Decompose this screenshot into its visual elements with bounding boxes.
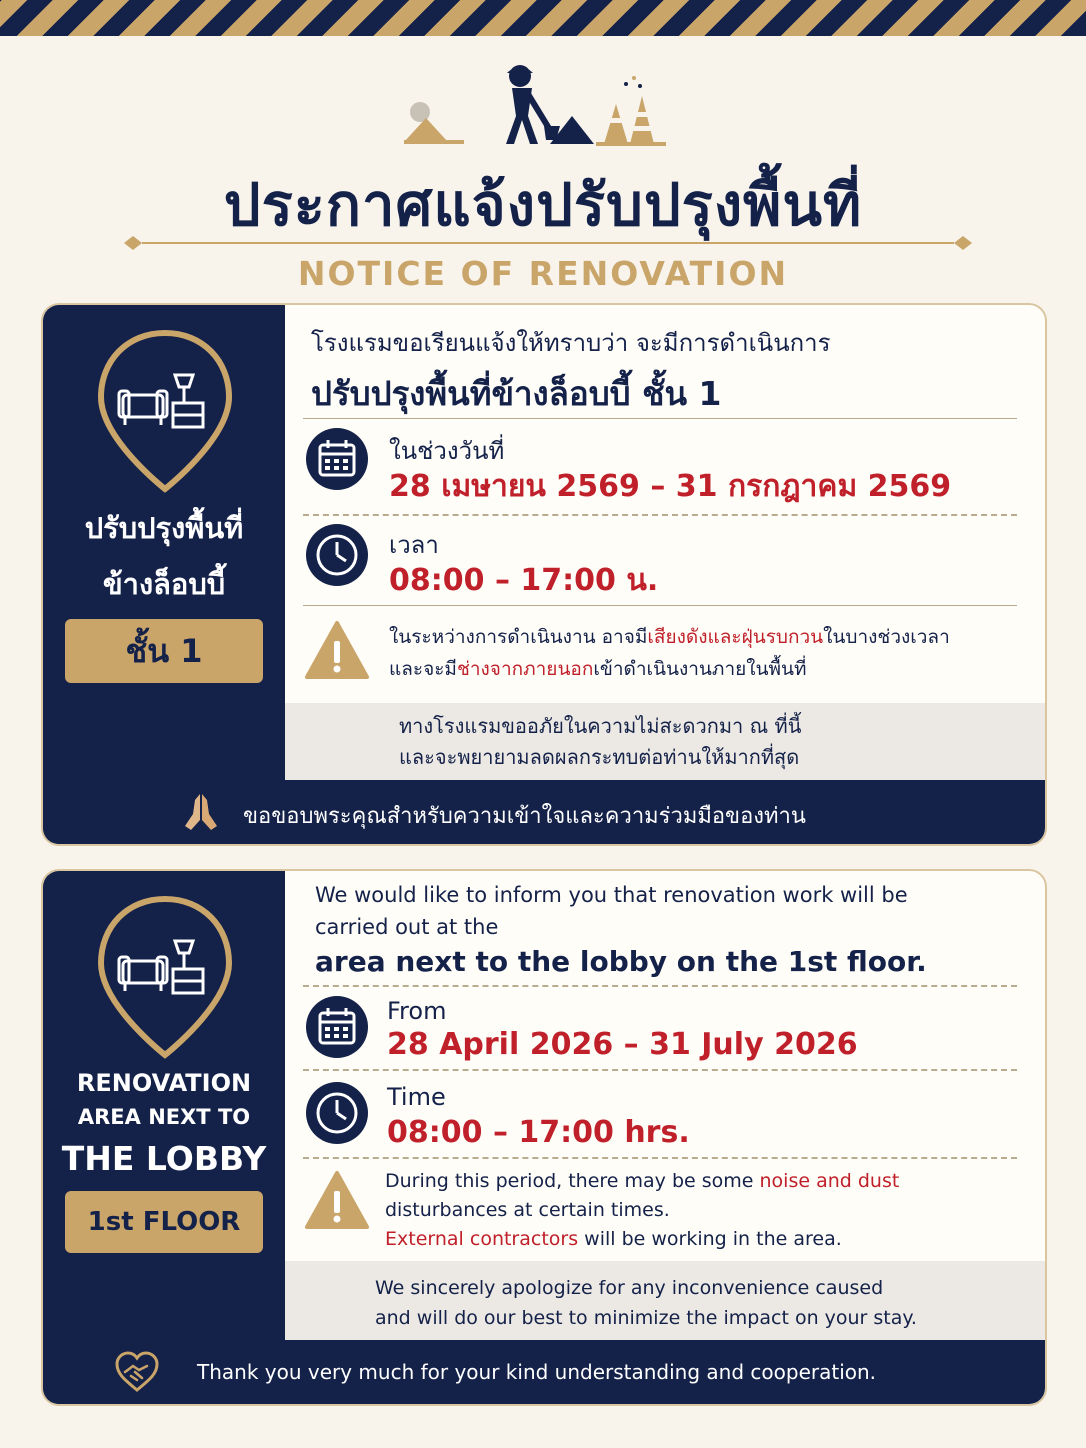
english-apology-line2: and will do our best to minimize the impact on your stay.	[375, 1307, 917, 1329]
thai-apology-line1: ทางโรงแรมขออภัยในความไม่สะดวกมา ณ ที่นี้	[399, 714, 802, 738]
english-notice-card	[41, 869, 1047, 1406]
thai-footer-text: ขอขอบพระคุณสำหรับความเข้าใจและความร่วมมือของท่าน	[243, 804, 806, 829]
thai-intro-line1: โรงแรมขอเรียนแจ้งให้ทราบว่า จะมีการดำเนินการ	[311, 329, 831, 357]
thai-side-label-line2: ข้างล็อบบี้	[102, 567, 226, 601]
english-warning-line1: During this period, there may be some noise and dust	[385, 1170, 900, 1192]
calendar-icon	[305, 995, 369, 1059]
lobby-furniture-pin-icon	[95, 329, 235, 497]
thai-date-value: 28 เมษายน 2569 – 31 กรกฎาคม 2569	[389, 469, 952, 504]
english-warning-line2: disturbances at certain times.	[385, 1199, 670, 1221]
hazard-stripes	[0, 0, 1086, 36]
title-divider	[124, 234, 972, 252]
page-title-english: NOTICE OF RENOVATION	[297, 254, 789, 293]
english-footer	[43, 1340, 1045, 1404]
english-intro-line2: carried out at the	[315, 915, 499, 939]
thai-date-label: ในช่วงวันที่	[389, 437, 505, 465]
calendar-icon	[305, 427, 369, 491]
clock-icon	[305, 1081, 369, 1145]
english-apology-box	[285, 1261, 1045, 1343]
thai-intro-line2: ปรับปรุงพื้นที่ข้างล็อบบี้ ชั้น 1	[311, 374, 722, 413]
english-apology-line1: We sincerely apologize for any inconvenience caused	[375, 1277, 884, 1299]
english-time-label: Time	[387, 1083, 446, 1111]
thai-footer	[43, 780, 1045, 844]
english-divider-3	[303, 1157, 1017, 1159]
english-divider-1	[303, 985, 1017, 987]
thai-side-panel	[43, 305, 285, 844]
thai-time-value: 08:00 – 17:00 น.	[389, 563, 659, 598]
thai-warning-line1: ในระหว่างการดำเนินงาน อาจมีเสียงดังและฝุ่นรบกวนในบางช่วงเวลา	[389, 626, 950, 648]
clock-icon	[305, 523, 369, 587]
english-warning-line3: External contractors will be working in the area.	[385, 1228, 842, 1250]
english-date-value: 28 April 2026 – 31 July 2026	[387, 1027, 858, 1062]
english-side-label-line2: AREA NEXT TO	[77, 1105, 251, 1129]
english-side-panel	[43, 871, 285, 1404]
thai-warning-line2: และจะมีช่างจากภายนอกเข้าดำเนินงานภายในพื้นที่	[389, 658, 807, 680]
lobby-furniture-pin-icon	[95, 895, 235, 1063]
thai-divider-3	[303, 605, 1017, 606]
english-side-label-line1: RENOVATION	[76, 1069, 252, 1097]
praying-hands-icon	[179, 790, 223, 834]
english-side-label-line3: THE LOBBY	[61, 1139, 267, 1178]
english-footer-text: Thank you very much for your kind understanding and cooperation.	[197, 1360, 877, 1384]
thai-apology-line2: และจะพยายามลดผลกระทบต่อท่านให้มากที่สุด	[399, 745, 800, 769]
english-warning-text	[385, 1167, 1025, 1254]
handshake-heart-icon	[115, 1350, 159, 1394]
thai-divider-2	[303, 514, 1017, 516]
english-divider-2	[303, 1069, 1017, 1071]
warning-icon	[305, 619, 369, 683]
english-intro-line1: We would like to inform you that renovation work will be	[315, 883, 908, 907]
english-floor-badge: 1st FLOOR	[65, 1191, 263, 1253]
thai-side-label-line1: ปรับปรุงพื้นที่	[84, 511, 244, 545]
construction-worker-icon	[400, 60, 680, 150]
thai-time-label: เวลา	[389, 531, 439, 559]
thai-notice-card	[41, 303, 1047, 846]
thai-floor-badge: ชั้น 1	[65, 619, 263, 683]
page-title-thai: ประกาศแจ้งปรับปรุงพื้นที่	[223, 171, 863, 239]
english-time-value: 08:00 – 17:00 hrs.	[387, 1115, 690, 1150]
english-date-label: From	[387, 997, 447, 1025]
thai-warning-text	[389, 621, 1025, 685]
english-intro-line3: area next to the lobby on the 1st floor.	[315, 945, 927, 978]
thai-divider-1	[303, 418, 1017, 419]
warning-icon	[305, 1169, 369, 1233]
thai-apology-box	[285, 703, 1045, 783]
